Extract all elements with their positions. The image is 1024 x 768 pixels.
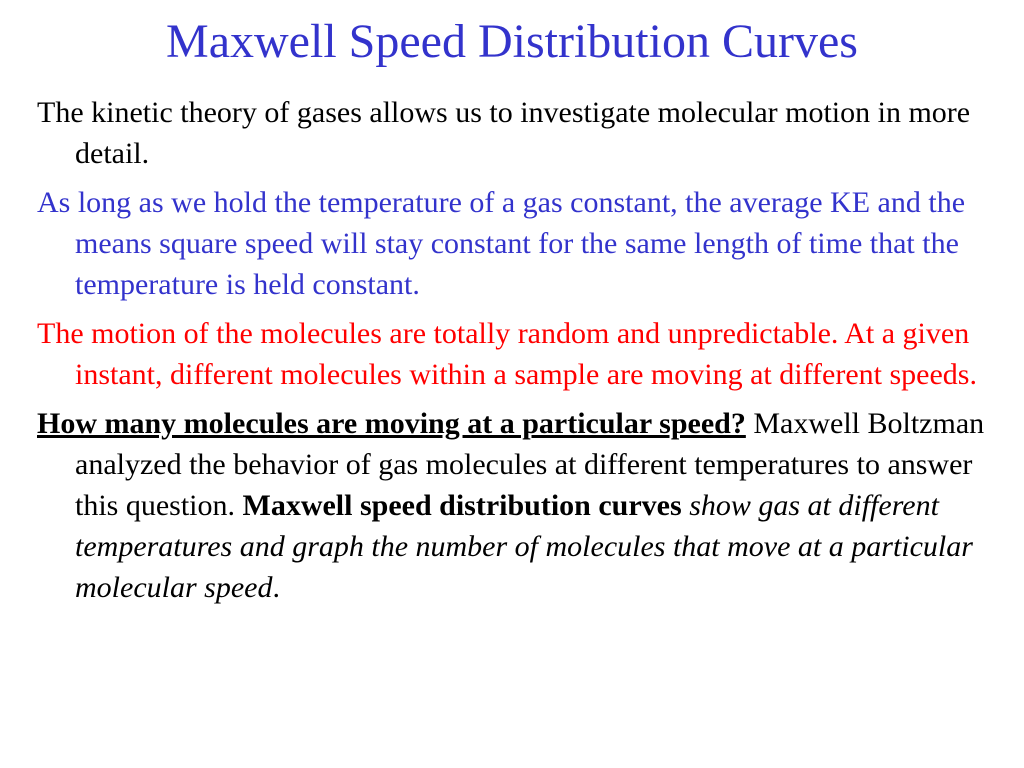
paragraph-kinetic-theory: The kinetic theory of gases allows us to investigate molecular motion in more detail. — [37, 96, 971, 170]
italic-text: show gas at different temperatures and graph the number of molecules that move at a particular molecular speed — [75, 489, 973, 604]
bold-term: Maxwell speed distribution curves — [242, 489, 682, 522]
paragraph-temperature-constant: As long as we hold the temperature of a gas constant, the average KE and the means square speed will stay constant for the same length of time that the temperature is held constant. — [37, 186, 966, 301]
period: . — [272, 571, 280, 604]
question-text: Maxwell Boltzman analyzed the behavior of gas molecules at different temperatures to answer this question. — [75, 407, 985, 522]
slide-body — [37, 92, 997, 616]
paragraph-random-motion: The motion of the molecules are totally random and unpredictable. At a given instant, different molecules within a sample are moving at different speeds. — [37, 317, 977, 391]
question-heading: How many molecules are moving at a particular speed? — [37, 407, 746, 440]
paragraph-question — [37, 403, 997, 608]
slide-title: Maxwell Speed Distribution Curves — [166, 15, 858, 68]
